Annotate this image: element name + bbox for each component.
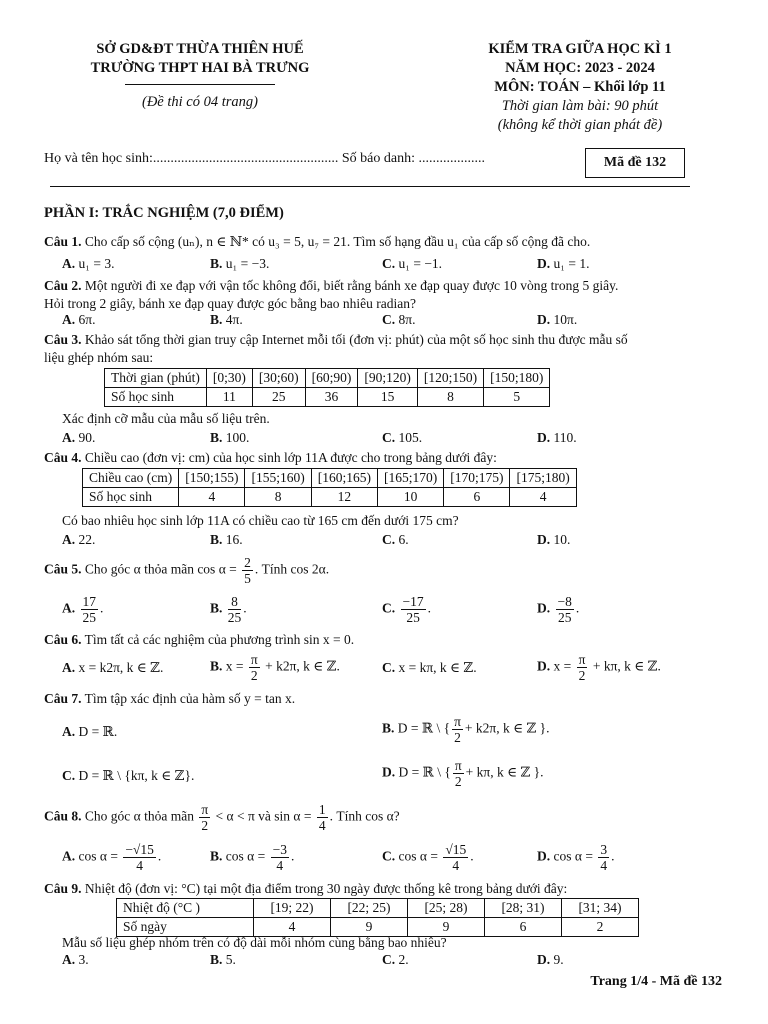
student-info-line: Họ và tên học sinh:..................................................... Số báo danh: ................... [44,151,485,166]
option-a[interactable]: A. x = k2π, k ∈ ℤ. [62,660,164,675]
option-c[interactable]: C. 6. [382,532,409,547]
table-header: Nhiệt độ (°C ) [117,899,254,918]
question-5-options [62,594,722,630]
question-3 [44,331,724,367]
option-b[interactable]: B. 16. [210,532,243,547]
option-d[interactable]: D. 10. [537,532,571,547]
question-text-end: . Tính cos α? [329,808,400,824]
question-4-options [62,532,722,552]
question-7-options-row1 [62,714,722,754]
section-title: PHẦN I: TRẮC NGHIỆM (7,0 ĐIỂM) [44,205,284,221]
question-text: Một người đi xe đạp với vận tốc không đổi, biết rằng bánh xe đạp quay được 10 vòng trong 5 giây. [84,278,619,293]
question-text: Nhiệt độ (đơn vị: °C) tại một địa điểm trong 30 ngày được thống kê trong bảng dưới đây: [84,881,568,896]
table-cell: [30;60) [252,369,305,388]
table-cell: [31; 34) [562,899,639,918]
table-cell: 6 [444,488,510,507]
table-header: Số học sinh [105,388,207,407]
duration-note: (không kể thời gian phát đề) [497,117,663,133]
question-text-mid: < α < π và sin α = [215,808,312,824]
department-name: SỞ GD&ĐT THỪA THIÊN HUẾ [96,41,304,57]
table-cell: 9 [331,918,408,937]
question-label: Câu 2. [44,278,82,293]
option-d[interactable]: D. u₁ = 1. [537,256,590,271]
question-text: Khảo sát tổng thời gian truy cập Internet mỗi tối (đơn vị: phút) của một số học sinh thu được mẫu số [84,332,628,347]
table-cell: [90;120) [358,369,418,388]
option-b[interactable]: B. D = ℝ \ { $\frac{\pi}{2}$ + k2π, k ∈ ℤ }. [382,714,550,745]
table-cell: [175;180) [510,469,576,488]
table-cell: 4 [510,488,576,507]
question-5 [44,555,724,586]
subject: MÔN: TOÁN – Khối lớp 11 [494,79,666,95]
option-d[interactable]: D. cos α = $\frac{3}{4}$ . [537,842,615,873]
question-label: Câu 8. [44,808,82,824]
table-row [83,488,577,507]
table-cell: [150;180) [484,369,550,388]
table-cell: [28; 31) [485,899,562,918]
table-header: Số ngày [117,918,254,937]
option-c[interactable]: C. x = kπ, k ∈ ℤ. [382,660,477,675]
table-cell: 36 [305,388,358,407]
table-cell: 8 [417,388,483,407]
option-d[interactable]: D. x = $\frac{\pi}{2}$ + kπ, k ∈ ℤ. [537,652,661,683]
table-cell: 25 [252,388,305,407]
option-c[interactable]: C. 105. [382,430,423,445]
option-c[interactable]: C. D = ℝ \ {kπ, k ∈ ℤ}. [62,768,195,783]
table-cell: [19; 22) [254,899,331,918]
table-cell: 4 [179,488,245,507]
option-a[interactable]: A. 6π. [62,312,96,327]
table-cell: 11 [206,388,252,407]
table-row [105,388,550,407]
table-cell: 6 [485,918,562,937]
question-6-options [62,652,722,688]
option-a[interactable]: A. 3. [62,952,89,967]
question-text-2: Hỏi trong 2 giây, bánh xe đạp quay được góc bằng bao nhiêu radian? [44,296,416,311]
fraction: $\frac{\pi}{2}$ [201,802,209,833]
option-b[interactable]: B. 4π. [210,312,243,327]
table-cell: 9 [408,918,485,937]
question-8 [44,802,724,833]
question-3-table [104,368,550,407]
table-cell: 5 [484,388,550,407]
question-text: Cho cấp số cộng (uₙ), n ∈ ℕ* có u₃ = 5, u₇ = 21. Tìm số hạng đầu u₁ của cấp số cộng đã cho. [84,234,591,249]
option-a[interactable]: A. D = ℝ. [62,724,118,739]
header-left [40,40,360,112]
question-1 [44,233,724,251]
fraction: $\frac{2}{5}$ [244,555,251,586]
question-3-options [62,430,722,450]
table-cell: [170;175) [444,469,510,488]
exam-code-box: Mã đề 132 [585,148,685,178]
question-9-options [62,952,722,972]
header-divider [125,84,275,85]
table-cell: [22; 25) [331,899,408,918]
option-b[interactable]: B. $\frac{8}{25}$ . [210,594,247,625]
question-9 [44,880,724,898]
option-a[interactable]: A. 90. [62,430,96,445]
option-a[interactable]: A. 22. [62,532,96,547]
option-b[interactable]: B. 100. [210,430,250,445]
option-d[interactable]: D. $\frac{-8}{25}$ . [537,594,580,625]
option-a[interactable]: A. u₁ = 3. [62,256,115,271]
question-6 [44,631,724,649]
table-cell: 15 [358,388,418,407]
option-a[interactable]: A. cos α = $\frac{-√15}{4}$ . [62,842,162,873]
question-label: Câu 9. [44,881,82,896]
option-b[interactable]: B. cos α = $\frac{-3}{4}$ . [210,842,295,873]
option-a[interactable]: A. $\frac{17}{25}$ . [62,594,104,625]
question-3-ask: Xác định cỡ mẫu của mẫu số liệu trên. [62,411,270,426]
question-text: Tìm tập xác định của hàm số y = tan x. [84,691,296,706]
table-row [117,899,639,918]
school-name: TRƯỜNG THPT HAI BÀ TRƯNG [90,60,310,76]
question-label: Câu 6. [44,632,82,647]
table-header: Chiều cao (cm) [83,469,179,488]
table-row [83,469,577,488]
question-4 [44,449,724,467]
option-c[interactable]: C. 8π. [382,312,416,327]
option-c[interactable]: C. 2. [382,952,409,967]
header-rule [50,186,690,187]
question-label: Câu 1. [44,234,82,249]
table-cell: [155;160) [245,469,311,488]
table-cell: 10 [377,488,443,507]
option-d[interactable]: D. D = ℝ \ { $\frac{\pi}{2}$ + kπ, k ∈ ℤ }. [382,758,544,789]
page-footer: Trang 1/4 - Mã đề 132 [590,974,722,989]
question-9-table [116,898,639,937]
question-9-ask: Mẫu số liệu ghép nhóm trên có độ dài mỗi nhóm cùng bằng bao nhiêu? [62,935,447,950]
option-b[interactable]: B. x = $\frac{\pi}{2}$ + k2π, k ∈ ℤ. [210,652,340,683]
question-text: Tìm tất cả các nghiệm của phương trình sin x = 0. [84,632,355,647]
table-cell: [120;150) [417,369,483,388]
question-7 [44,690,724,708]
table-header: Thời gian (phút) [105,369,207,388]
option-c[interactable]: C. u₁ = −1. [382,256,443,271]
page-count-note: (Đề thi có 04 trang) [142,94,258,110]
question-8-options [62,842,722,878]
table-row [105,369,550,388]
question-text-end: . Tính cos 2α. [254,561,330,577]
school-year: NĂM HỌC: 2023 - 2024 [505,60,655,76]
table-cell: 12 [311,488,377,507]
question-1-options [62,256,722,276]
option-b[interactable]: B. u₁ = −3. [210,256,270,271]
question-label: Câu 3. [44,332,82,347]
table-cell: [60;90) [305,369,358,388]
question-text: Cho góc α thỏa mãn cos α = [84,561,237,577]
table-cell: 2 [562,918,639,937]
option-d[interactable]: D. 10π. [537,312,578,327]
table-cell: [160;165) [311,469,377,488]
question-text-2: liệu ghép nhóm sau: [44,350,154,365]
question-7-options-row2 [62,758,722,798]
table-cell: [165;170) [377,469,443,488]
option-c[interactable]: C. cos α = $\frac{√15}{4}$ . [382,842,474,873]
table-cell: [150;155) [179,469,245,488]
option-b[interactable]: B. 5. [210,952,236,967]
fraction: $\frac{1}{4}$ [318,802,326,833]
question-4-ask: Có bao nhiêu học sinh lớp 11A có chiều cao từ 165 cm đến dưới 175 cm? [62,513,459,528]
question-label: Câu 4. [44,450,82,465]
option-d[interactable]: D. 9. [537,952,564,967]
table-cell: 8 [245,488,311,507]
header-right [420,40,740,135]
question-4-table [82,468,577,507]
duration: Thời gian làm bài: 90 phút [501,98,659,114]
table-cell: 4 [254,918,331,937]
table-cell: [0;30) [206,369,252,388]
option-d[interactable]: D. 110. [537,430,577,445]
table-header: Số học sinh [83,488,179,507]
table-cell: [25; 28) [408,899,485,918]
question-label: Câu 7. [44,691,82,706]
question-label: Câu 5. [44,561,82,577]
question-text: Cho góc α thỏa mãn [84,808,194,824]
question-text: Chiều cao (đơn vị: cm) của học sinh lớp 11A được cho trong bảng dưới đây: [84,450,497,465]
question-2-options [62,312,722,332]
option-c[interactable]: C. $\frac{-17}{25}$ . [382,594,431,625]
question-2 [44,277,724,313]
exam-title: KIỂM TRA GIỮA HỌC KÌ 1 [488,41,672,57]
